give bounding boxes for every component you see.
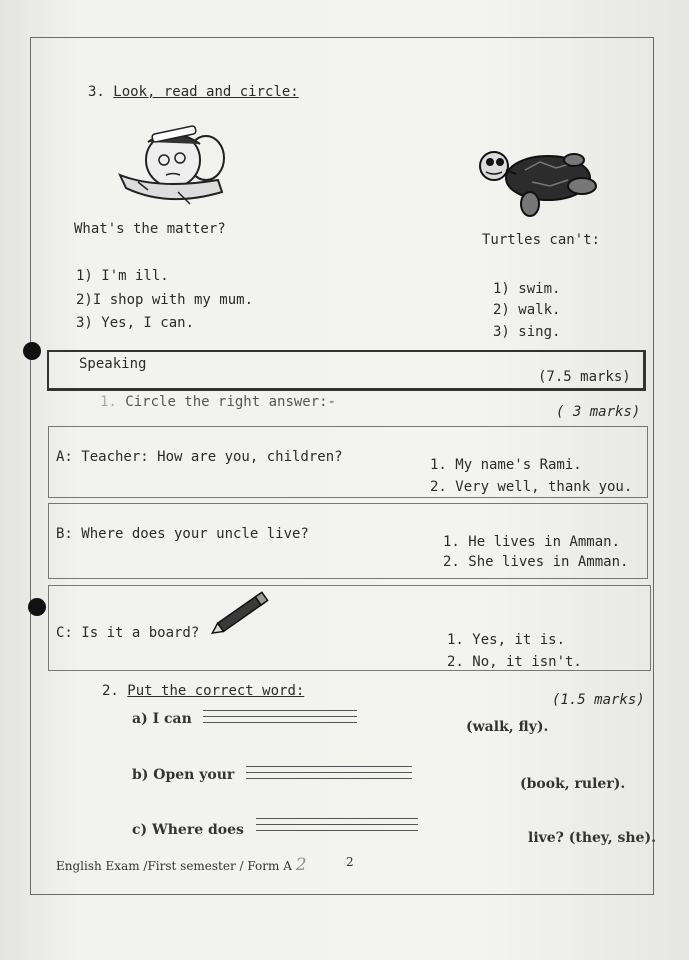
pencil-illustration [206, 590, 276, 636]
task-heading: Put the correct word: [127, 683, 305, 699]
question-whats-the-matter: What's the matter? [74, 221, 226, 237]
footer-label: English Exam /First semester / Form A [56, 859, 292, 873]
question-c: C: Is it a board? [56, 625, 200, 641]
option-3: 3) sing. [493, 324, 561, 340]
answer-option: 2. No, it isn't. [447, 654, 582, 670]
choices-c: live? (they, she). [528, 830, 656, 846]
sick-boy-illustration [118, 120, 230, 210]
option-2: 2) walk. [493, 302, 561, 318]
choices-b: (book, ruler). [520, 776, 626, 792]
task-1-title [100, 394, 336, 410]
answer-blank-b[interactable] [246, 766, 412, 784]
answer-option: 1. Yes, it is. [447, 632, 566, 648]
speaking-marks: (7.5 marks) [538, 369, 631, 385]
task-2-title [102, 683, 304, 699]
section-3-title [88, 84, 299, 100]
task-heading: Circle the right answer:- [125, 394, 337, 410]
option-3: 3) Yes, I can. [76, 315, 195, 331]
option-1: 1) swim. [493, 281, 561, 297]
question-turtles-cant: Turtles can't: [482, 232, 601, 248]
fill-prompt-c: c) Where does [132, 822, 244, 838]
footer-text [56, 855, 307, 875]
choices-a: (walk, fly). [466, 719, 549, 735]
answer-blank-a[interactable] [203, 710, 357, 728]
task-2-marks: (1.5 marks) [552, 692, 645, 708]
answer-option: 1. My name's Rami. [430, 457, 582, 473]
answer-blank-c[interactable] [256, 818, 418, 836]
task-number: 1. [100, 394, 117, 410]
task-1-marks: ( 3 marks) [556, 404, 641, 420]
task-number: 2. [102, 683, 119, 699]
option-2: 2)I shop with my mum. [76, 292, 254, 308]
question-b: B: Where does your uncle live? [56, 526, 309, 542]
page-number: 2 [346, 855, 354, 869]
fill-prompt-b: b) Open your [132, 767, 235, 783]
handwritten-form-number: 2 [295, 855, 307, 875]
punch-hole [23, 342, 41, 360]
punch-hole [28, 598, 46, 616]
answer-option: 1. He lives in Amman. [443, 534, 621, 550]
answer-option: 2. Very well, thank you. [430, 479, 633, 495]
section-heading: Look, read and circle: [113, 84, 299, 100]
turtle-illustration [470, 148, 602, 223]
answer-option: 2. She lives in Amman. [443, 554, 629, 570]
option-1: 1) I'm ill. [76, 268, 169, 284]
section-number: 3. [88, 84, 105, 100]
question-a: A: Teacher: How are you, children? [56, 449, 343, 465]
speaking-title: Speaking [79, 356, 147, 372]
fill-prompt-a: a) I can [132, 711, 192, 727]
